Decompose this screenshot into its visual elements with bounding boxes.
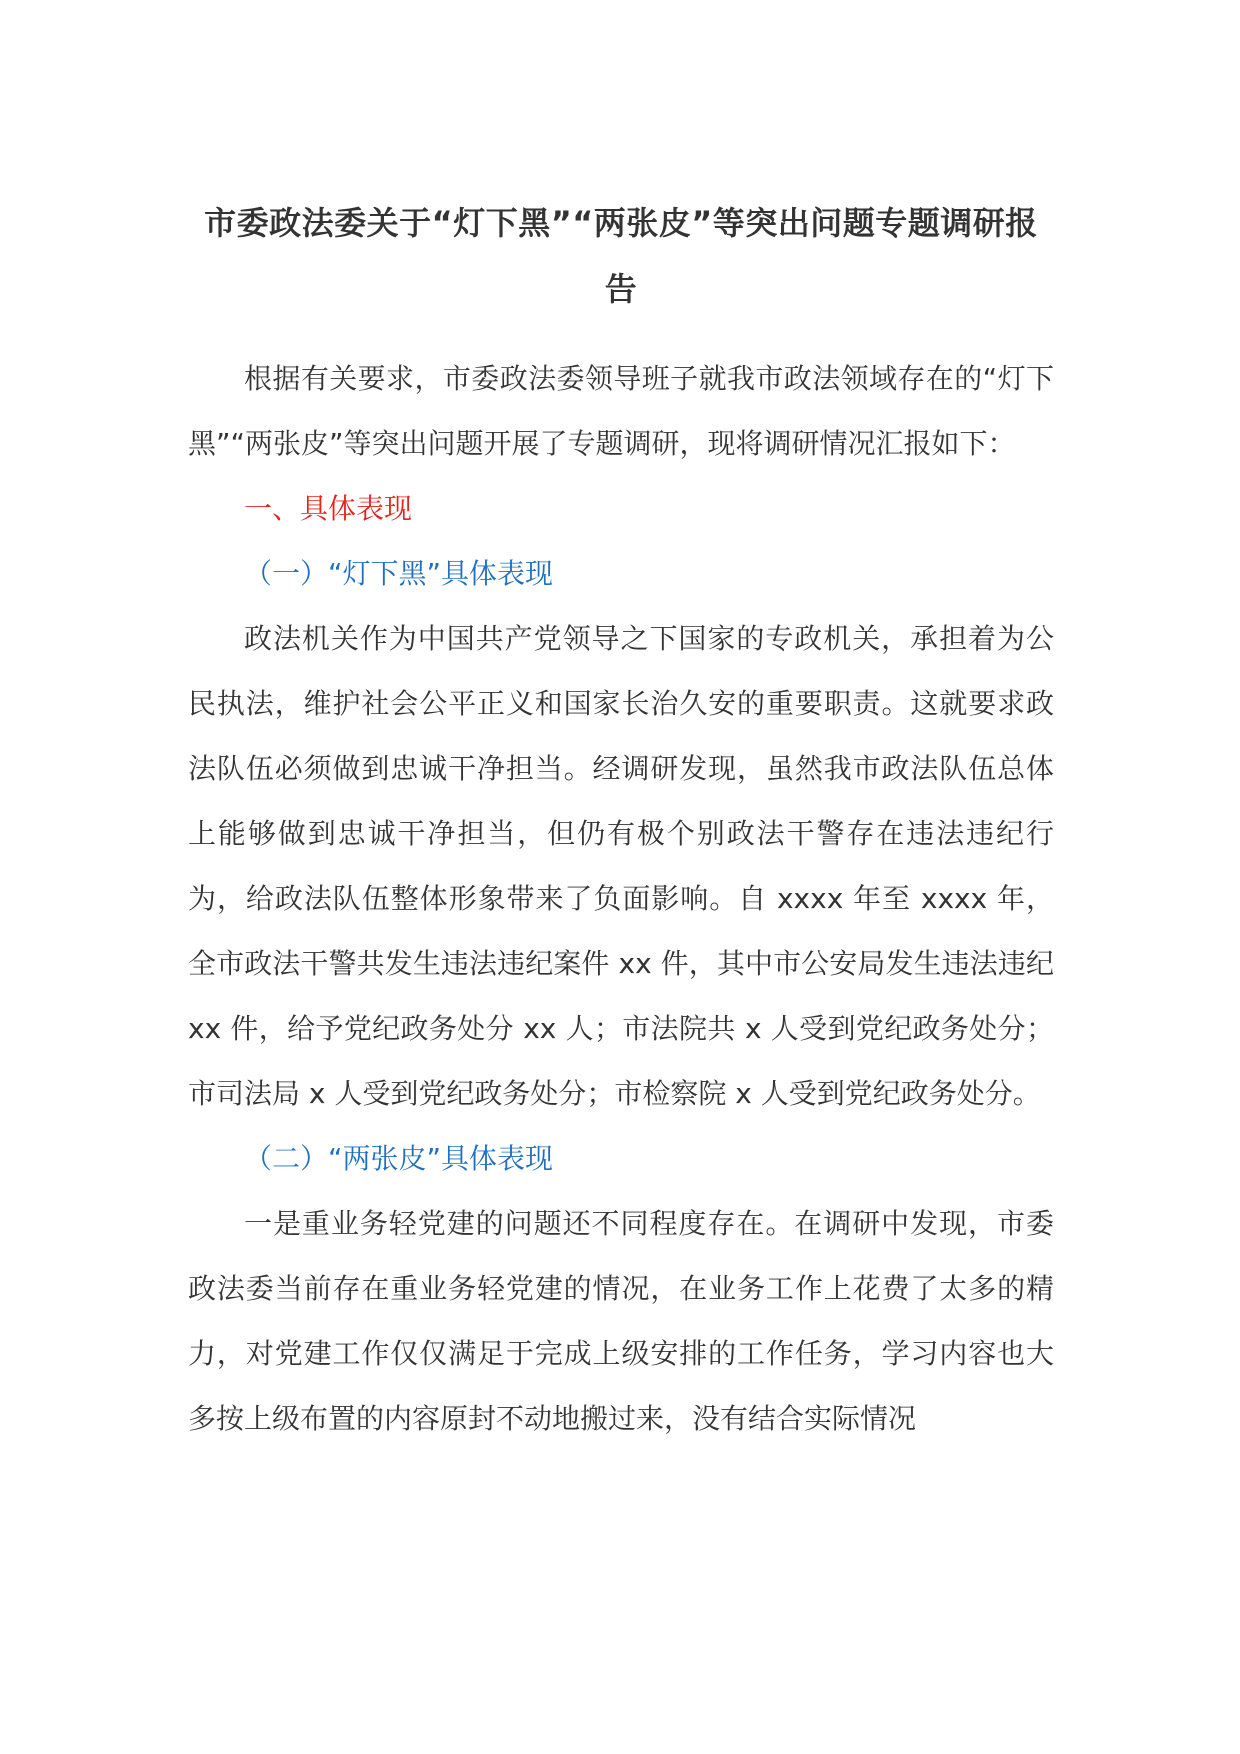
title-spacer — [188, 322, 1054, 346]
section-heading-1: 一、具体表现 — [244, 492, 413, 525]
subsection-1-paragraph: 政法机关作为中国共产党领导之下国家的专政机关，承担着为公民执法，维护社会公平正义和国家长治久安的重要职责。这就要求政法队伍必须做到忠诚干净担当。经调研发现，虽然我市政法队伍总体上能够做到忠诚干净担当，但仍有极个别政法干警存在违法违纪行为，给政法队伍整体形象带来了负面影响。自 xxxx 年至 xxxx 年，全市政法干警共发生违法违纪案件 xx 件，其中市公安局发生违法违纪 xx 件，给予党纪政务处分 xx 人；市法院共 x 人受到党纪政务处分；市司法局 x 人受到党纪政务处分；市检察院 x 人受到党纪政务处分。 — [188, 622, 1054, 1110]
subsection-2-paragraph: 一是重业务轻党建的问题还不同程度存在。在调研中发现，市委政法委当前存在重业务轻党建的情况，在业务工作上花费了太多的精力，对党建工作仅仅满足于完成上级安排的工作任务，学习内容也大多按上级布置的内容原封不动地搬过来，没有结合实际情况 — [188, 1207, 1054, 1435]
document-title: 市委政法委关于“灯下黑”“两张皮”等突出问题专题调研报告 — [204, 204, 1038, 308]
document-body — [188, 190, 1054, 1451]
subsection-heading-2: （二）“两张皮”具体表现 — [244, 1142, 554, 1175]
subsection-heading-1: （一）“灯下黑”具体表现 — [244, 557, 554, 590]
intro-paragraph: 根据有关要求，市委政法委领导班子就我市政法领域存在的“灯下黑”“两张皮”等突出问题开展了专题调研，现将调研情况汇报如下： — [188, 362, 1054, 460]
